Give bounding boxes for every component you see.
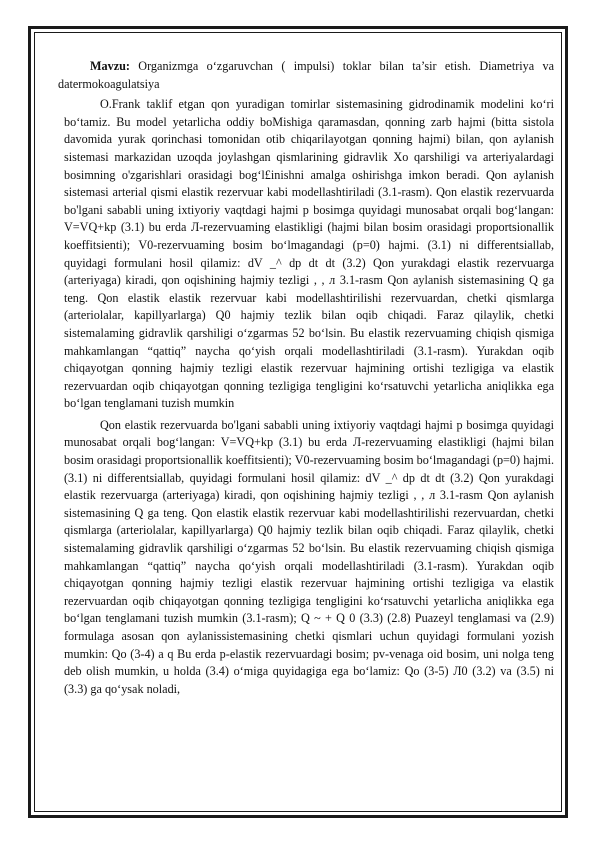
paragraph-1: O.Frank taklif etgan qon yuradigan tomirlar sistemasining gidrodinamik modelini ko‘ri bo‘tamiz. Bu model yetarlicha oddiy boMishiga qaramasdan, qonning zarb hajmi (bitta sistola davomida yurak qorinchasi tomonidan otib chiqarilayotgan qonning hajmi) bilan, qon aylanish sistemasi markazidan uzoqda joylashgan qismlarining gidravlik Xo qarshiligi va arteriyalardagi bosimning o'zgarishlari orasidagi bog‘l£inishni amalga oshirishga imkon beradi. Qon aylanish sistemasi arterial qismi elastik rezervuar kabi modellashtiriladi (3.1-rasm). Qon elastik rezervuarda bo'lgani sababli uning ixtiyoriy vaqtdagi hajmi p bosimga quyidagi munosabat orqali bog‘langan: V=VQ+kp (3.1) bu erda Л-rezervuaming elastikligi (hajmi bilan bosim orasidagi proportsionallik koeffitsienti); V0-rezervuaming bosim bo‘lmagandagi (p=0) hajmi. (3.1) ni differentsiallab, quyidagi formulani hosil qilamiz: dV _^ dp dt dt (3.2) Qon yurakdagi elastik rezervuarga (arteriyaga) kiradi, qon oqishining hajmiy tezligi , , л 3.1-rasm Qon aylanish sistemasining Q ga teng. Qon elastik elastik rezervuar kabi modellashtirilishi rezervuardan, chetki qismlarga (arteriolalar, kapillyarlarga) Q0 hajmiy tezlik bilan oqib chiqadi. Faraz qilaylik, chetki sistemalaming gidravlik qarshiligi o‘zgarmas 52 bo‘lsin. Bu elastik rezervuaming chiqish qismiga mahkamlangan “qattiq” naycha qo‘yish orqali modellashtiriladi (3.1-rasm). Yurakdan oqib chiqayotgan qonning hajmiy tezligi elastik rezervuar hajmining ortishi tezligiga va elastik rezervuardan oqib chiqayotgan qonning tezligiga tengligini ko‘rsatuvchi yetarlicha aniqlikka ega bo‘lgan tenglamani tuzish mumkin — [64, 97, 554, 411]
topic-text: Organizmga o‘zgaruvchan ( impulsi) toklar bilan ta’sir etish. Diametriya va datermokoagulatsiya — [58, 59, 555, 91]
paragraph-2: Qon elastik rezervuarda bo'lgani sababli uning ixtiyoriy vaqtdagi hajmi p bosimga quyidagi munosabat orqali bog‘langan: V=VQ+kp (3.1) bu erda Л-rezervuaming elastikligi (hajmi bilan bosim orasidagi proportsionallik koeffitsienti); V0-rezervuaming bosim bo‘lmagandagi (p=0) hajmi. (3.1) ni differentsiallab, quyidagi formulani hosil qilamiz: dV _^ dp dt dt (3.2) Qon yurakdagi elastik rezervuarga (arteriyaga) kiradi, qon oqishining hajmiy tezligi , , л 3.1-rasm Qon aylanish sistemasining Q ga teng. Qon elastik elastik rezervuar kabi modellashtirilishi rezervuardan, chetki qismlarga (arteriolalar, kapillyarlarga) Q0 hajmiy tezlik bilan oqib chiqadi. Faraz qilaylik, chetki sistemalaming gidravlik qarshiligi o‘zgarmas 52 bo‘lsin. Bu elastik rezervuaming chiqish qismiga mahkamlangan “qattiq” naycha qo‘yish orqali modellashtiriladi (3.1-rasm). Yurakdan oqib chiqayotgan qonning hajmiy tezligi elastik rezervuar hajmining ortishi tezligiga va elastik rezervuardan oqib chiqayotgan qonning tezligiga tengligini ko‘rsatuvchi yetarlicha aniqlikka ega bo‘lgan tenglamani tuzish mumkin (3.1-rasm); Q ~ + Q 0 (3.3) (2.8) Puazeyl tenglamasi va (2.9) formulaga asosan qon aylanissistemasining chetki qismlari uchun quyidagi formulani yozish mumkin: Qo (3-4) a q Bu erda p-elastik rezervuardagi bosim; pv-venaga oid bosim, uni nolga teng deb olish mumkin, u holda (3.4) o‘miga quyidagiga ega bo‘lamiz: Qo (3-5) Л0 (3.2) va (3.5) ni (3.3) ga qo‘ysak noladi, — [64, 417, 554, 696]
document-body — [58, 58, 554, 702]
topic-heading — [58, 58, 554, 93]
topic-label: Mavzu: — [90, 59, 130, 73]
